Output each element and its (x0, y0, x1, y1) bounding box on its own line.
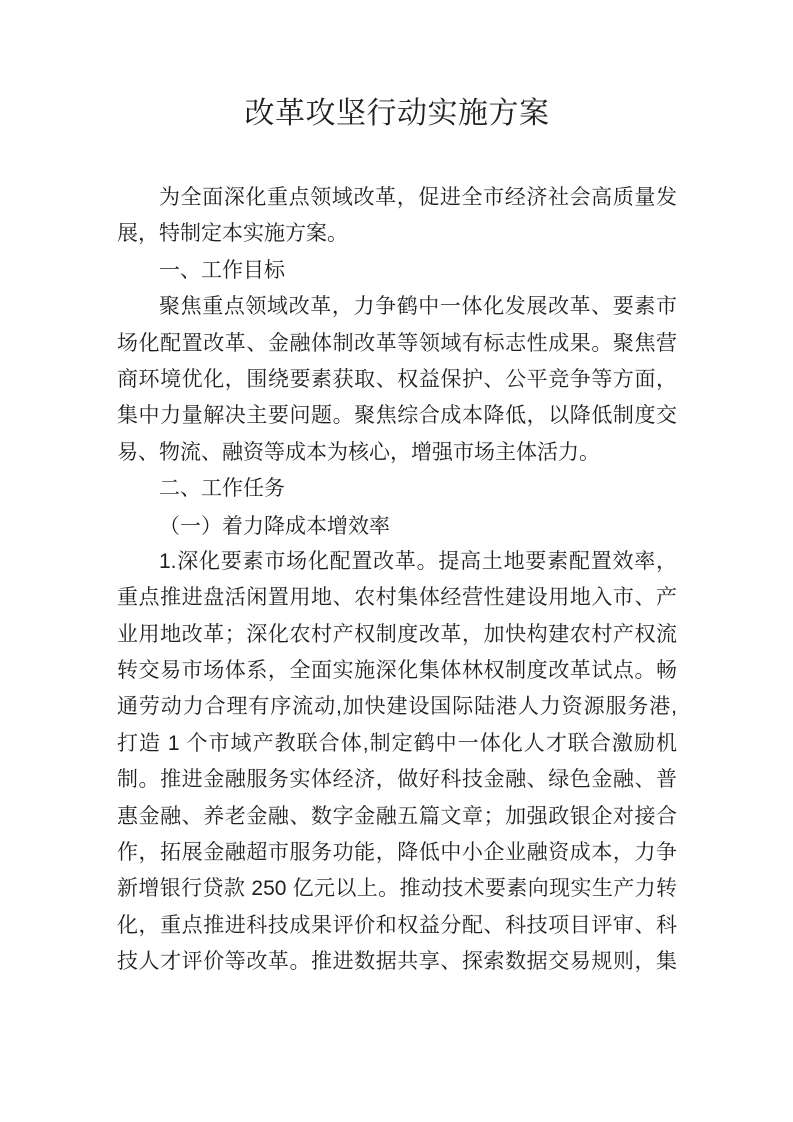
paragraph-line: 打造 1 个市域产教联合体,制定鹤中一体化人才联合激励机 (117, 731, 677, 755)
section-heading-1: 一、工作目标 (159, 258, 285, 282)
paragraph-line: 易、物流、融资等成本为核心，增强市场主体活力。 (117, 440, 600, 464)
sub-heading-1: （一）着力降成本增效率 (159, 513, 390, 538)
paragraph-line: 商环境优化，围绕要素获取、权益保护、公平竞争等方面， (117, 367, 677, 391)
paragraph-line: 转交易市场体系，全面实施深化集体林权制度改革试点。畅 (117, 659, 677, 683)
paragraph-line: 化，重点推进科技成果评价和权益分配、科技项目评审、科 (117, 913, 677, 937)
paragraph-line: 新增银行贷款 250 亿元以上。推动技术要素向现实生产力转 (117, 877, 677, 901)
paragraph-line: 制。推进金融服务实体经济，做好科技金融、绿色金融、普 (117, 768, 677, 792)
paragraph-line: 通劳动力合理有序流动,加快建设国际陆港人力资源服务港, (117, 695, 677, 719)
paragraph-line: 为全面深化重点领域改革，促进全市经济社会高质量发 (159, 186, 677, 209)
paragraph-line: 1.深化要素市场化配置改革。提高土地要素配置效率， (159, 549, 677, 573)
section-heading-2: 二、工作任务 (159, 477, 285, 501)
paragraph-line: 业用地改革；深化农村产权制度改革，加快构建农村产权流 (117, 622, 677, 646)
paragraph-line: 集中力量解决主要问题。聚焦综合成本降低，以降低制度交 (117, 404, 677, 428)
paragraph-line: 场化配置改革、金融体制改革等领域有标志性成果。聚焦营 (117, 331, 677, 355)
document-title: 改革攻坚行动实施方案 (244, 97, 550, 130)
paragraph-line: 展，特制定本实施方案。 (117, 222, 348, 246)
paragraph-line: 重点推进盘活闲置用地、农村集体经营性建设用地入市、产 (117, 586, 677, 610)
paragraph-line: 作，拓展金融超市服务功能，降低中小企业融资成本，力争 (117, 841, 677, 865)
paragraph-line: 技人才评价等改革。推进数据共享、探索数据交易规则，集 (117, 950, 677, 974)
paragraph-line: 聚焦重点领域改革，力争鹤中一体化发展改革、要素市 (159, 295, 677, 319)
paragraph-line: 惠金融、养老金融、数字金融五篇文章；加强政银企对接合 (117, 804, 677, 828)
